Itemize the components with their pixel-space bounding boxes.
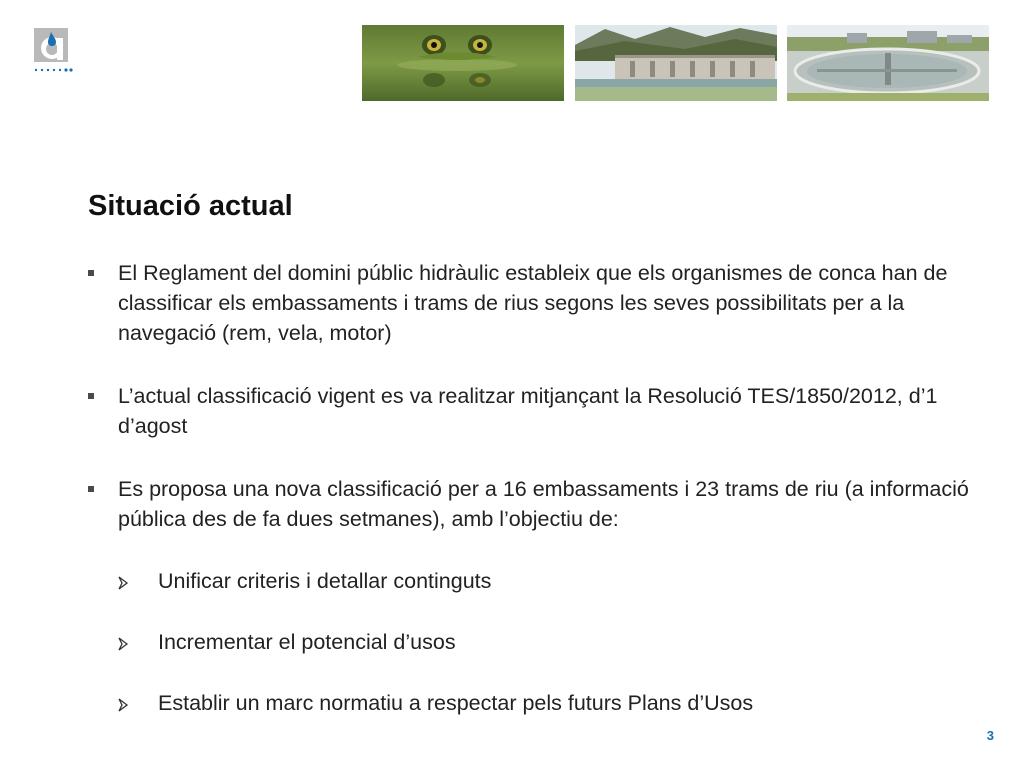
slide-title: Situació actual bbox=[88, 190, 293, 222]
dam-reservoir-photo bbox=[575, 25, 777, 101]
bullet-item bbox=[118, 381, 998, 441]
sub-bullet-item bbox=[158, 566, 998, 596]
square-bullet-icon bbox=[88, 486, 94, 492]
arrowhead-bullet-icon bbox=[116, 632, 130, 652]
arrowhead-bullet-icon bbox=[116, 693, 130, 713]
square-bullet-icon bbox=[88, 270, 94, 276]
arrowhead-bullet-icon bbox=[116, 571, 130, 591]
organization-logo-icon bbox=[33, 28, 73, 74]
bullet-text: El Reglament del domini públic hidràulic estableix que els organismes de conca han de classificar els embassaments i trams de rius segons les seves possibilitats per a la navegació (rem, vela, motor) bbox=[118, 261, 948, 345]
bullet-item bbox=[118, 258, 998, 348]
sub-bullet-text: Incrementar el potencial d’usos bbox=[158, 630, 456, 654]
sub-bullet-text: Unificar criteris i detallar continguts bbox=[158, 569, 492, 593]
sub-bullet-item bbox=[158, 627, 998, 657]
bullet-text: L’actual classificació vigent es va realitzar mitjançant la Resolució TES/1850/2012, d’1 d’agost bbox=[118, 384, 938, 438]
bullet-text: Es proposa una nova classificació per a 16 embassaments i 23 trams de riu (a informació pública des de fa dues setmanes), amb l’objectiu de: bbox=[118, 477, 969, 531]
bullet-item bbox=[118, 474, 998, 534]
square-bullet-icon bbox=[88, 393, 94, 399]
frog-in-water-photo bbox=[362, 25, 564, 101]
page-number: 3 bbox=[986, 728, 994, 743]
sub-bullet-text: Establir un marc normatiu a respectar pels futurs Plans d’Usos bbox=[158, 691, 754, 715]
water-treatment-plant-photo bbox=[787, 25, 989, 101]
sub-bullet-item bbox=[158, 688, 998, 718]
